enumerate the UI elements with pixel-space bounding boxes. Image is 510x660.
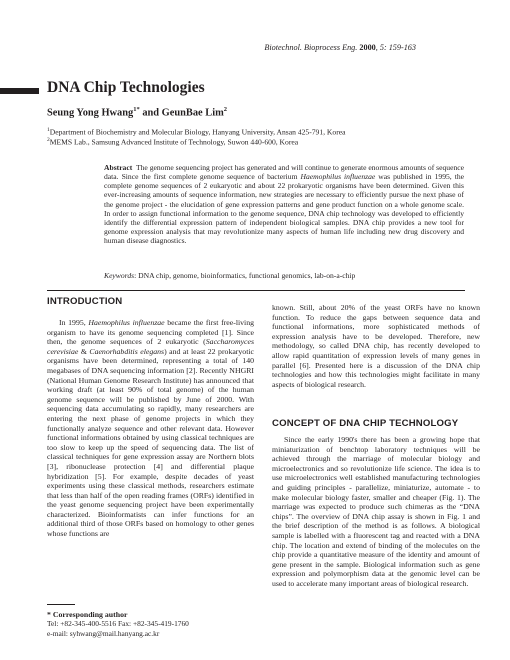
author-name: and GeunBae Lim xyxy=(139,107,224,119)
corresponding-author-footnote xyxy=(47,610,254,638)
author-list xyxy=(47,106,227,118)
affiliation-mark: 1 xyxy=(47,127,50,133)
body-italic: Caenorhabditis elegans xyxy=(89,346,165,356)
concept-paragraph: Since the early 1990's there has been a growing hope that miniaturization of benchtop laboratory techniques will be achieved through the marriage of molecular biology and microelectronics and so revolutionize life science. The idea is to use microelectronics well established manufacturing technologies and guiding principles - parallelize, miniaturize, automate - to make molecular biology faster, smaller and cheaper (Fig. 1). The marriage was expected to produce such chimeras as the “DNA chips”. The overview of DNA chip assay is shown in Fig. 1 and the brief description of the method is as follows. A biological sample is labelled with a fluorescent tag and reacted with a DNA chip. The location and extend of binding of the molecules on the chip provide a quantitative measure of the identity and amount of gene present in the sample. Biological information such as gene expression and polymorphism data at the genomic level can be used to accelerate many important areas of biological research. xyxy=(272,435,480,588)
section-heading-introduction: INTRODUCTION xyxy=(47,296,123,307)
abstract-text: The genome sequencing project has generated and will continue to generate enormous amounts of sequence data. Since the first complete genome sequence of bacterium xyxy=(104,163,464,182)
footnote-rule xyxy=(47,604,75,605)
body-italic: Haemophilus influenzae xyxy=(88,318,165,327)
journal-citation xyxy=(264,43,416,52)
author-mark: 2 xyxy=(223,106,227,113)
keywords-text: : DNA chip, genome, bioinformatics, functional genomics, lab-on-a-chip xyxy=(134,271,356,280)
title-bar-decoration xyxy=(0,88,39,94)
introduction-continued-paragraph: known. Still, about 20% of the yeast ORFs have no known function. To reduce the gaps between sequence data and functional informations, more sophisticated methods of expression analysis have to be developed. Therefore, new methodology, so called DNA chip, has recently developed to allow rapid quantitation of expression levels of many genes in parallel [6]. Presented here is a discussion of the DNA chip technologies and how this technologies might facilitate in many aspects of biological research. xyxy=(272,303,480,389)
introduction-paragraph xyxy=(47,318,254,539)
keywords xyxy=(104,271,464,280)
section-heading-concept: CONCEPT OF DNA CHIP TECHNOLOGY xyxy=(272,418,459,429)
contact-phone-fax: Tel: +82-345-400-5516 Fax: +82-345-419-1760 xyxy=(47,619,189,629)
author-mark: 1* xyxy=(133,106,140,113)
body-text: became the first free-living organism to have its genome sequencing completed [1]. Since then, the genome sequences of 2 eukaryotic ( xyxy=(47,318,255,347)
body-text: In 1995, xyxy=(59,318,89,327)
section-divider xyxy=(47,290,465,291)
journal-name: Biotechnol. Bioprocess Eng. xyxy=(264,43,358,52)
abstract xyxy=(104,163,464,245)
paper-title: DNA Chip Technologies xyxy=(47,79,205,96)
corresponding-author-label: * Corresponding author xyxy=(47,610,128,619)
contact-email: e-mail: syhwang@mail.hanyang.ac.kr xyxy=(47,628,160,638)
keywords-label: Keywords xyxy=(104,271,135,280)
body-text: & xyxy=(78,346,90,356)
author-name: Seung Yong Hwang xyxy=(47,107,134,119)
abstract-text: was published in 1995, the complete genome sequences of 2 eukaryotic and about 22 prokaryotic organisms have been determined. Given this ever-increasing amounts of sequence information, new strategies are necessary to efficiently pursue the next phase of the genome project - the elucidation of gene expression patterns and gene product function on a whole genome scale. In order to assign functional information to the genome sequence, DNA chip technology was developed to efficiently identify the differential expression pattern of independent biological samples. DNA chip provides a new tool for genome expression analysis that may revolutionize many aspects of human life including new drug discovery and human disease diagnostics. xyxy=(104,172,464,246)
abstract-label: Abstract xyxy=(104,163,133,172)
journal-year: 2000 xyxy=(359,43,376,52)
abstract-organism: Haemophilus influenzae xyxy=(300,172,376,182)
affiliation-mark: 2 xyxy=(47,136,50,143)
affiliation xyxy=(47,136,467,147)
affiliation-text: MEMS Lab., Samsung Advanced Institute of Technology, Suwon 440-600, Korea xyxy=(49,137,299,147)
affiliation-text: Department of Biochemistry and Molecular Biology, Hanyang University, Ansan 425-791, Korea xyxy=(49,127,346,137)
body-italic: Saccharomyces cerevisiae xyxy=(47,337,254,356)
body-text: ) and at least 22 prokaryotic organisms have been determined, representing a total of 140 megabases of DNA sequencing information [2]. Recently NHGRI (National Human Genome Research Institute) has announced that working draft (at least 90% of total genome) of the human genome sequence will be published by June of 2000. With sequencing data accumulating so rapidly, many researchers are entering the next phase of genome projects in which they functionally analyze sequence and other relevant data. However functional informations obtained by using classical techniques are too slow to keep up the speed of sequencing data. The list of classical techniques for gene expression assay are Northern blots [3], ribonuclease protection [4] and differential plaque hybridization [5]. For example, despite decades of yeast experiments using these classical methods, researchers estimate that less than half of the open reading frames (ORFs) identified in the yeast genome sequencing project have been experimentally characterized. Bioinformatists can infer functions for an additional third of those ORFs based on homology to other genes whose functions are xyxy=(47,346,254,539)
journal-pages: , 5: 159-163 xyxy=(375,43,416,52)
